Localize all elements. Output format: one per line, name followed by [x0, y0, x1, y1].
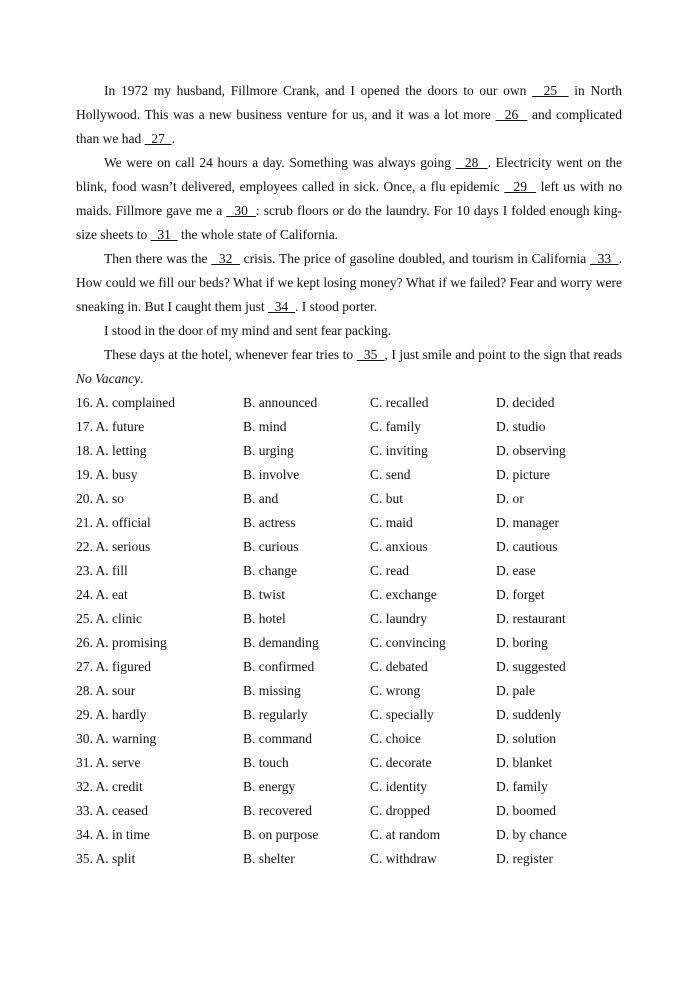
- option-d: D. decided: [496, 395, 555, 410]
- answer-blank: 25: [532, 83, 569, 98]
- option-c: C. specially: [370, 707, 434, 722]
- option-a: 16. A. complained: [76, 395, 175, 410]
- option-c: C. but: [370, 491, 404, 506]
- option-d: D. register: [496, 851, 553, 866]
- option-d: D. by chance: [496, 827, 567, 842]
- option-b: B. shelter: [243, 851, 295, 866]
- option-a: 24. A. eat: [76, 587, 128, 602]
- option-b: B. and: [243, 491, 279, 506]
- option-b: B. change: [243, 563, 297, 578]
- option-a: 22. A. serious: [76, 539, 151, 554]
- option-b: B. involve: [243, 467, 300, 482]
- question-row: [76, 511, 636, 535]
- option-c: C. family: [370, 419, 421, 434]
- option-b: B. on purpose: [243, 827, 319, 842]
- option-d: D. suggested: [496, 659, 566, 674]
- option-a: 32. A. credit: [76, 779, 143, 794]
- option-c: C. recalled: [370, 395, 429, 410]
- sign-text: No Vacancy: [76, 371, 141, 386]
- question-row: [76, 463, 636, 487]
- option-b: B. missing: [243, 683, 301, 698]
- question-row: [76, 727, 636, 751]
- option-d: D. cautious: [496, 539, 558, 554]
- question-row: [76, 559, 636, 583]
- option-a: 35. A. split: [76, 851, 136, 866]
- passage-text: In 1972 my husband, Fillmore Crank, and I opened the doors to our own: [104, 83, 533, 98]
- option-c: C. choice: [370, 731, 421, 746]
- passage-text: . I stood porter.: [294, 299, 378, 314]
- question-row: [76, 823, 636, 847]
- option-c: C. laundry: [370, 611, 427, 626]
- passage-paragraph: [76, 319, 622, 343]
- option-d: D. suddenly: [496, 707, 562, 722]
- option-b: B. announced: [243, 395, 318, 410]
- question-row: [76, 487, 636, 511]
- question-row: [76, 847, 636, 871]
- option-a: 17. A. future: [76, 419, 145, 434]
- option-a: 18. A. letting: [76, 443, 147, 458]
- option-a: 34. A. in time: [76, 827, 150, 842]
- answer-blank: 26: [495, 107, 528, 122]
- passage-text: .: [171, 131, 175, 146]
- passage-text: : scrub floors or do the laundry. For 10 days I folded enough king-size sheets to: [76, 203, 623, 242]
- option-b: B. actress: [243, 515, 296, 530]
- passage-text: in North Hollywood. This was a new business venture for us, and it was a lot more: [76, 83, 622, 122]
- option-c: C. convincing: [370, 635, 446, 650]
- option-b: B. confirmed: [243, 659, 315, 674]
- question-row: [76, 631, 636, 655]
- option-a: 25. A. clinic: [76, 611, 142, 626]
- passage-paragraph: [76, 79, 622, 151]
- question-row: [76, 703, 636, 727]
- answer-blank: 32: [211, 251, 240, 266]
- option-c: C. withdraw: [370, 851, 437, 866]
- option-a: 27. A. figured: [76, 659, 151, 674]
- option-d: D. blanket: [496, 755, 553, 770]
- option-b: B. curious: [243, 539, 299, 554]
- option-a: 19. A. busy: [76, 467, 138, 482]
- answer-blank: 34: [267, 299, 295, 314]
- option-c: C. anxious: [370, 539, 428, 554]
- option-c: C. at random: [370, 827, 441, 842]
- option-a: 26. A. promising: [76, 635, 167, 650]
- passage-text: I stood in the door of my mind and sent fear packing.: [104, 323, 392, 338]
- passage-text: , I just smile and point to the sign that reads: [384, 347, 623, 362]
- option-d: D. restaurant: [496, 611, 566, 626]
- option-c: C. identity: [370, 779, 427, 794]
- passage-paragraph: [76, 151, 622, 247]
- question-row: [76, 679, 636, 703]
- option-a: 28. A. sour: [76, 683, 136, 698]
- option-d: D. solution: [496, 731, 557, 746]
- option-c: C. debated: [370, 659, 428, 674]
- option-c: C. read: [370, 563, 409, 578]
- option-c: C. maid: [370, 515, 413, 530]
- answer-blank: 27: [144, 131, 172, 146]
- answer-blank: 33: [590, 251, 619, 266]
- option-b: B. regularly: [243, 707, 308, 722]
- option-c: C. send: [370, 467, 411, 482]
- option-b: B. energy: [243, 779, 296, 794]
- option-a: 30. A. warning: [76, 731, 157, 746]
- answer-blank: 35: [356, 347, 385, 362]
- option-b: B. mind: [243, 419, 287, 434]
- option-c: C. wrong: [370, 683, 421, 698]
- question-row: [76, 799, 636, 823]
- passage-text: the whole state of California.: [177, 227, 339, 242]
- option-d: D. studio: [496, 419, 546, 434]
- option-c: C. dropped: [370, 803, 430, 818]
- option-b: B. command: [243, 731, 312, 746]
- answer-blank: 30: [226, 203, 256, 218]
- option-d: D. or: [496, 491, 524, 506]
- question-row: [76, 583, 636, 607]
- passage-text: . Electricity went on the blink, food wasn’t delivered, employees called in sick. Once, a flu epidemic: [76, 155, 622, 194]
- passage-paragraph: [76, 343, 622, 391]
- option-d: D. picture: [496, 467, 550, 482]
- option-c: C. inviting: [370, 443, 428, 458]
- passage-text: .: [140, 371, 144, 386]
- option-a: 23. A. fill: [76, 563, 128, 578]
- option-a: 31. A. serve: [76, 755, 141, 770]
- option-b: B. recovered: [243, 803, 312, 818]
- question-row: [76, 439, 636, 463]
- answer-blank: 29: [504, 179, 537, 194]
- option-b: B. touch: [243, 755, 289, 770]
- question-row: [76, 607, 636, 631]
- passage-text: left us with no maids. Fillmore gave me a: [76, 179, 622, 218]
- option-d: D. boomed: [496, 803, 556, 818]
- option-a: 29. A. hardly: [76, 707, 147, 722]
- option-b: B. urging: [243, 443, 294, 458]
- passage-text: We were on call 24 hours a day. Something was always going: [104, 155, 456, 170]
- option-d: D. ease: [496, 563, 536, 578]
- question-row: [76, 391, 636, 415]
- cloze-passage: [76, 79, 622, 391]
- option-c: C. exchange: [370, 587, 437, 602]
- option-a: 33. A. ceased: [76, 803, 148, 818]
- passage-text: Then there was the: [104, 251, 212, 266]
- option-a: 20. A. so: [76, 491, 125, 506]
- passage-text: These days at the hotel, whenever fear tries to: [104, 347, 357, 362]
- answer-blank: 28: [455, 155, 488, 170]
- passage-text: crisis. The price of gasoline doubled, and tourism in California: [239, 251, 591, 266]
- question-row: [76, 655, 636, 679]
- option-d: D. pale: [496, 683, 535, 698]
- question-row: [76, 415, 636, 439]
- answer-options-list: [76, 391, 636, 871]
- passage-paragraph: [76, 247, 622, 319]
- passage-text: . How could we fill our beds? What if we kept losing money? What if we failed? Fear and worry were sneaking in. But I caught them just: [76, 251, 623, 314]
- answer-blank: 31: [150, 227, 178, 242]
- option-d: D. observing: [496, 443, 566, 458]
- question-row: [76, 775, 636, 799]
- option-d: D. forget: [496, 587, 545, 602]
- option-c: C. decorate: [370, 755, 432, 770]
- question-row: [76, 535, 636, 559]
- option-b: B. demanding: [243, 635, 319, 650]
- option-d: D. family: [496, 779, 548, 794]
- option-b: B. twist: [243, 587, 286, 602]
- option-d: D. boring: [496, 635, 548, 650]
- option-a: 21. A. official: [76, 515, 151, 530]
- passage-text: and complicated than we had: [76, 107, 623, 146]
- option-b: B. hotel: [243, 611, 286, 626]
- question-row: [76, 751, 636, 775]
- option-d: D. manager: [496, 515, 559, 530]
